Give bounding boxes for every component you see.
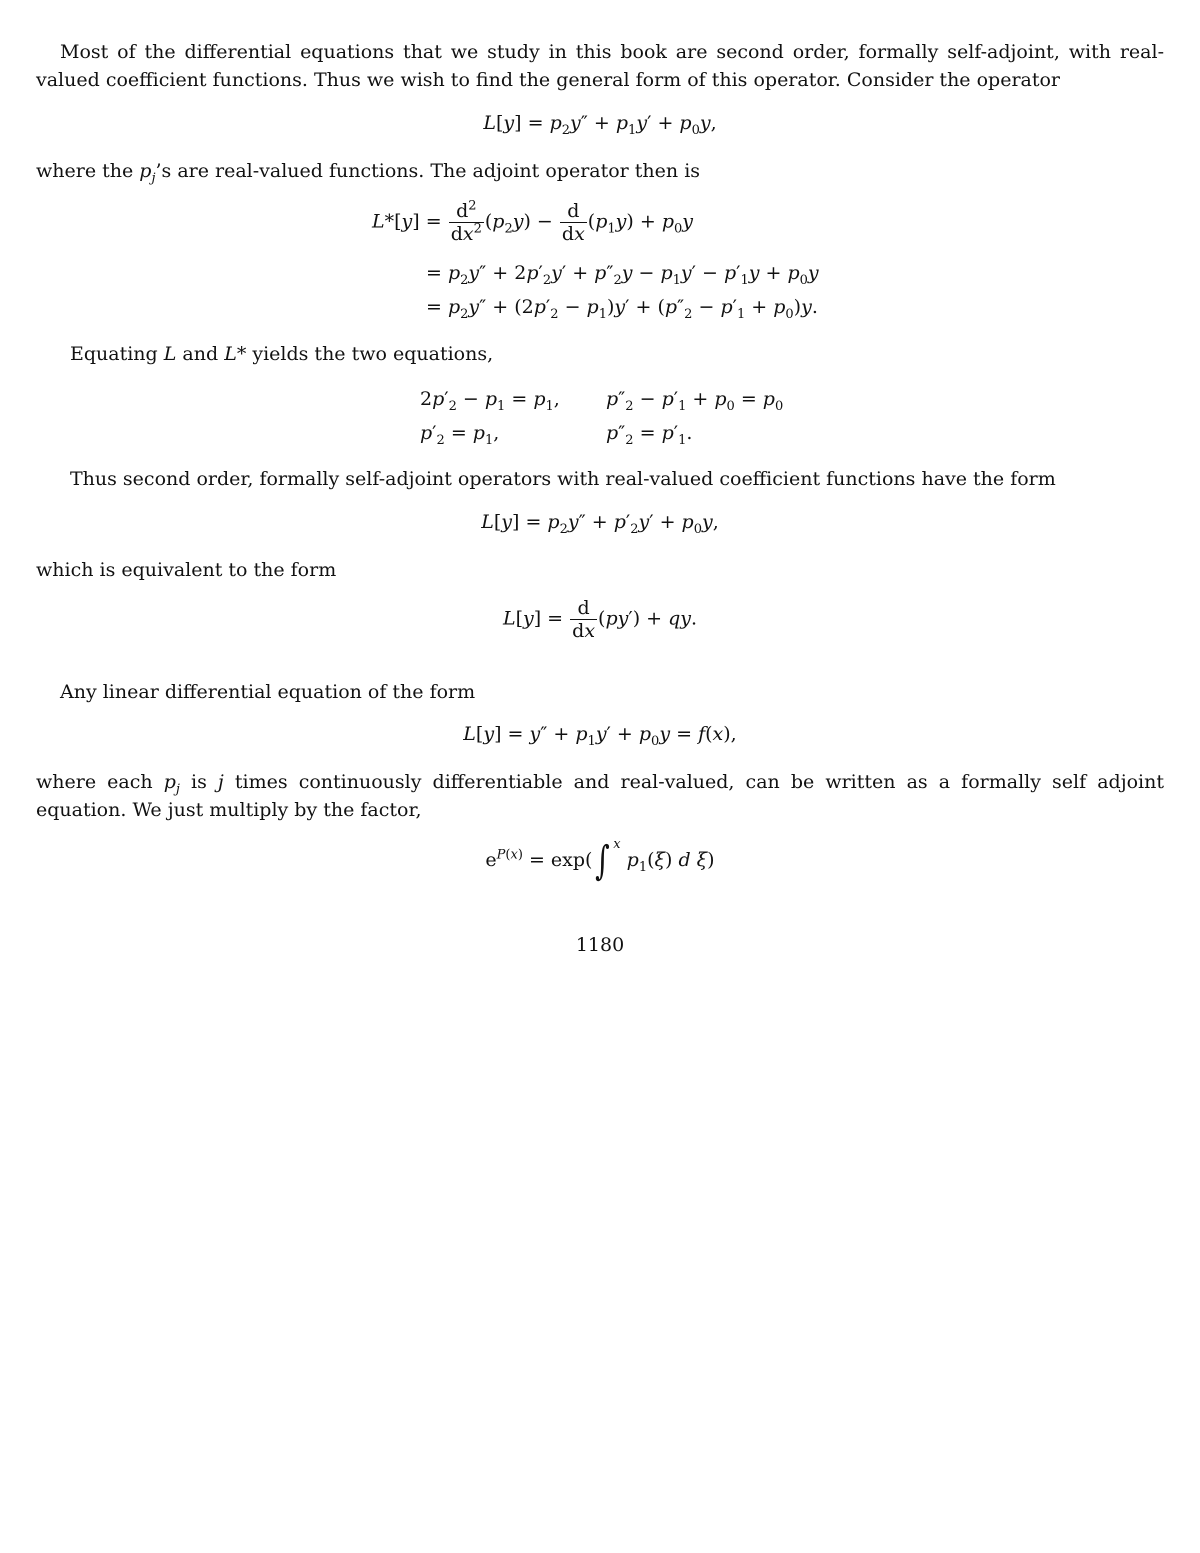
paragraph-equating: Equating L and L* yields the two equations, bbox=[70, 343, 494, 365]
equation-integrating-factor: $e^{P(x)} = \exp(\int$ $^x$ $p_1(\xi)$ d ξ) bbox=[485, 837, 715, 884]
equation-adjoint-line-3: = $p_2y'' + (2p'_2 - p_1)y' + (p''_2 - p'_1 + p_0)y$. bbox=[426, 296, 818, 322]
text-is: is bbox=[179, 771, 218, 793]
equation-system-2a: $p'_2 = p_1$, bbox=[420, 422, 500, 448]
paragraph-any-linear: Any linear differential equation of the form bbox=[60, 681, 476, 703]
paragraph-where-pj: where the $p_j’s$ are real-valued functions. The adjoint operator then is bbox=[36, 160, 701, 186]
equation-system-1b: $p''_2 - p'_1 + p_0 = p_0$ bbox=[606, 388, 784, 414]
paragraph-equivalent: which is equivalent to the form bbox=[36, 559, 337, 581]
equation-self-adjoint-form: $L[y] = p_2y'' + p'_2y' + p_0y$, bbox=[481, 511, 719, 537]
equation-system-2b: $p''_2 = p'_1$. bbox=[606, 422, 693, 448]
equation-system-1a: $2p'_2 - p_1 = p_1$, bbox=[420, 388, 560, 414]
text-where-each: where each bbox=[36, 771, 164, 793]
paragraph-intro: Most of the differential equations that we study in this book are second order, formally self-adjoint, with real-valued coefficient functions. Thus we wish to find the general form of this operator. Consider the operator bbox=[36, 41, 1164, 91]
text-times-continuously: times continuously differentiable and real-valued, can be written as a formally self adjoint equation. We just multiply by the factor, bbox=[36, 771, 1165, 821]
equation-operator-L: $L[y] = p_2y'' + p_1y' + p_0y$, bbox=[483, 112, 717, 138]
text-equating: Equating bbox=[70, 343, 164, 365]
equation-general-linear: $L[y] = y'' + p_1y' + p_0y = f(x)$, bbox=[463, 723, 737, 749]
equation-adjoint-line-2: = $p_2y'' + 2p'_2y' + p''_2y - p_1y' - p'_1y + p_0y$ bbox=[426, 262, 819, 288]
text-real-valued-functions: ’s are real-valued functions. The adjoint operator then is bbox=[155, 160, 701, 182]
equation-adjoint-line-1: L*[y] = $\frac{d^2}{dx^2}$ $(p_2y)$ − $\frac{d}{dx}$ $(p_1y) + p_0y$ bbox=[372, 198, 693, 245]
paragraph-thus-second-order: Thus second order, formally self-adjoint operators with real-valued coefficient functions have the form bbox=[70, 468, 1056, 490]
equation-sturm-liouville: L[y] = $\frac{d}{dx}$ (py′) + qy. bbox=[502, 597, 698, 642]
paragraph-where-each: where each $p_j$ is j times continuously differentiable and real-valued, can be written as a formally self adjoint equation. We just multiply by the factor, bbox=[36, 771, 1165, 821]
text-where-the: where the bbox=[36, 160, 140, 182]
page-number: 1180 bbox=[575, 934, 625, 956]
text-and: and bbox=[176, 343, 225, 365]
text-yields: yields the two equations, bbox=[246, 343, 494, 365]
